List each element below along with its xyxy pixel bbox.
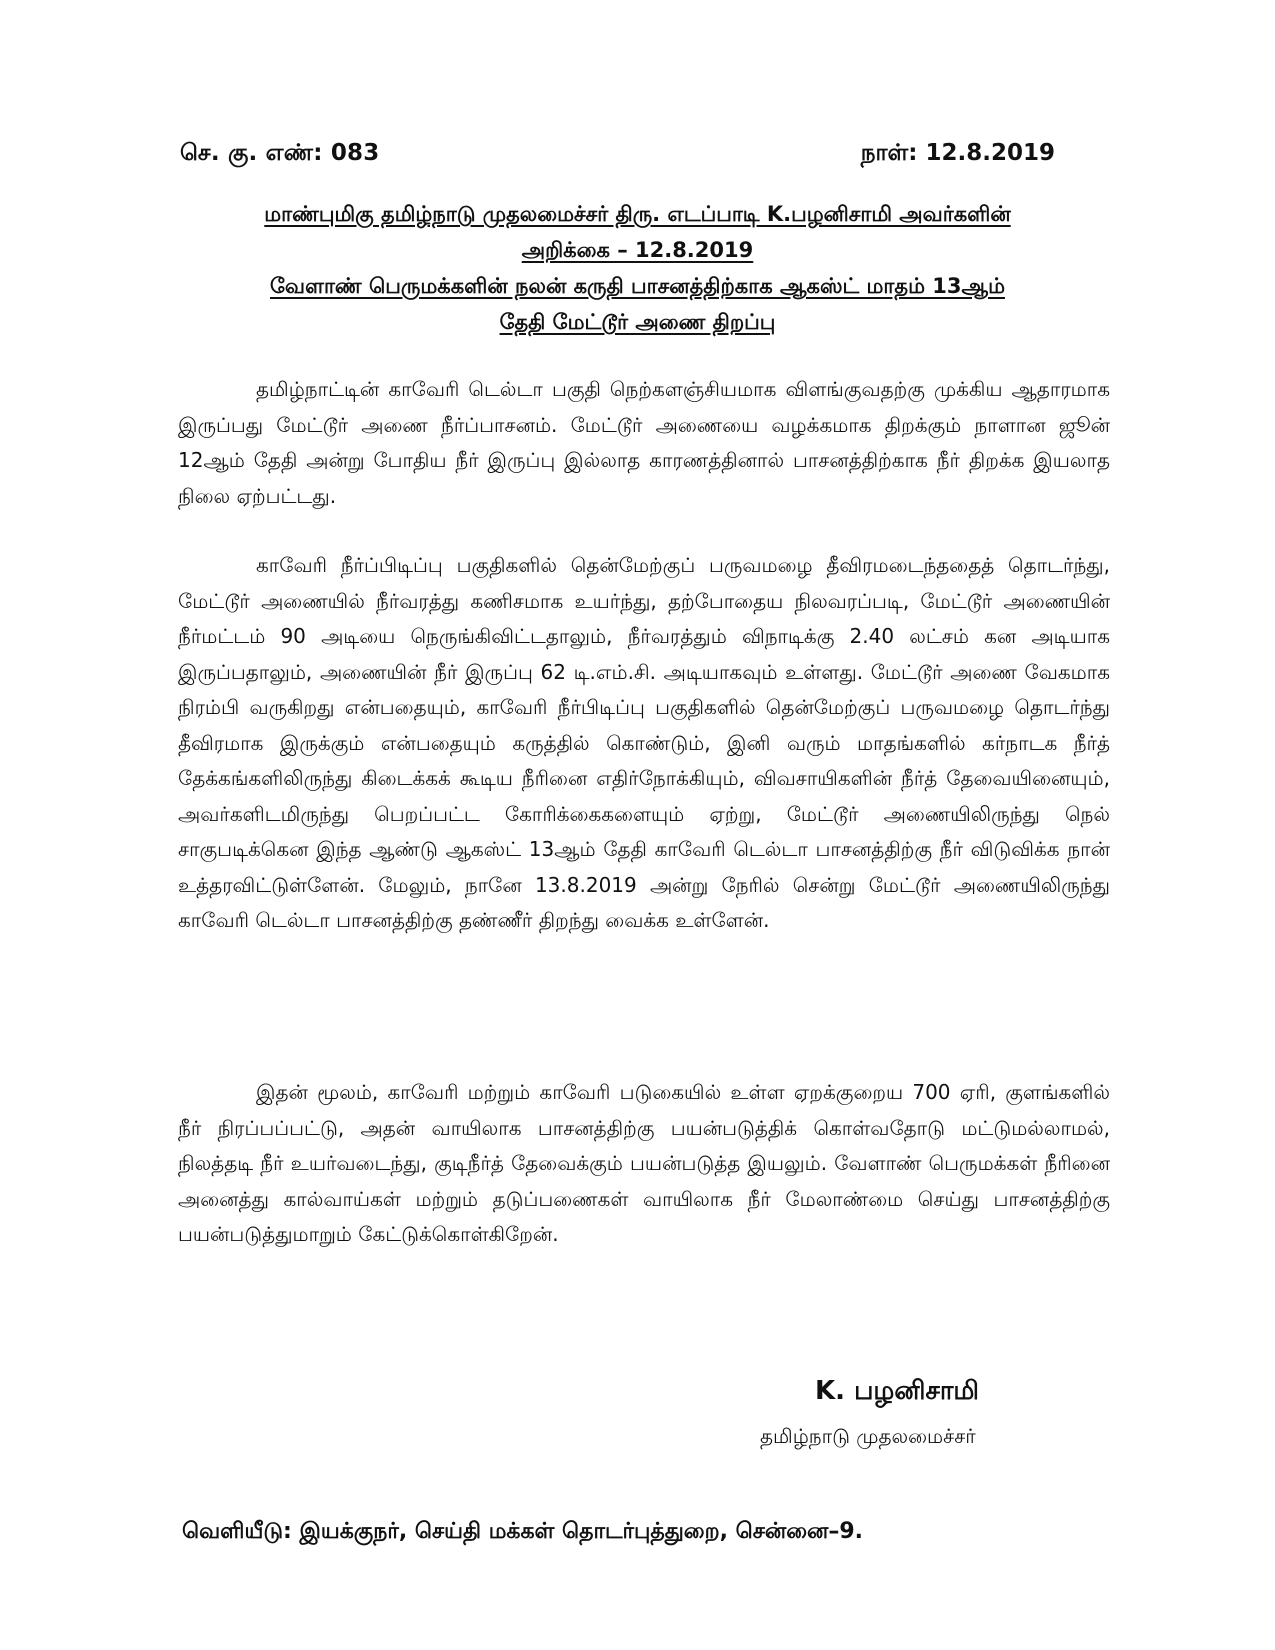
document-title [150, 196, 1125, 340]
paragraph-3: இதன் மூலம், காவேரி மற்றும் காவேரி படுகையில் உள்ள ஏறக்குறைய 700 ஏரி, குளங்களில் நீர் நிரப்பப்பட்டு, அதன் வாயிலாக பாசனத்திற்கு பயன்படுத்திக் கொள்வதோடு மட்டுமல்லாமல், நிலத்தடி நீர் உயர்வடைந்து, குடிநீர்த் தேவைக்கும் பயன்படுத்த இயலும். வேளாண் பெருமக்கள் நீரினை அனைத்து கால்வாய்கள் மற்றும் தடுப்பணைகள் வாயிலாக நீர் மேலாண்மை செய்து பாசனத்திற்கு பயன்படுத்துமாறும் கேட்டுக்கொள்கிறேன். [178, 1080, 1110, 1246]
release-footer: வெளியீடு: இயக்குநர், செய்தி மக்கள் தொடர்புத்துறை, சென்னை–9. [182, 1519, 864, 1544]
reference-number: செ. கு. எண்: 083 [180, 140, 380, 166]
paragraph-2: காவேரி நீர்ப்பிடிப்பு பகுதிகளில் தென்மேற்குப் பருவமழை தீவிரமடைந்ததைத் தொடர்ந்து, மேட்டூர் அணையில் நீர்வரத்து கணிசமாக உயர்ந்து, தற்போதைய நிலவரப்படி, மேட்டூர் அணையின் நீர்மட்டம் 90 அடியை நெருங்கிவிட்டதாலும், நீர்வரத்தும் விநாடிக்கு 2.40 லட்சம் கன அடியாக இருப்பதாலும், அணையின் நீர் இருப்பு 62 டி.எம்.சி. அடியாகவும் உள்ளது. மேட்டூர் அணை வேகமாக நிரம்பி வருகிறது என்பதையும், காவேரி நீர்பிடிப்பு பகுதிகளில் தென்மேற்குப் பருவமழை தொடர்ந்து தீவிரமாக இருக்கும் என்பதையும் கருத்தில் கொண்டும், இனி வரும் மாதங்களில் கர்நாடக நீர்த் தேக்கங்களிலிருந்து கிடைக்கக் கூடிய நீரினை எதிர்நோக்கியும், விவசாயிகளின் நீர்த் தேவையினையும், அவர்களிடமிருந்து பெறப்பட்ட கோரிக்கைகளையும் ஏற்று, மேட்டூர் அணையிலிருந்து நெல் சாகுபடிக்கென இந்த ஆண்டு ஆகஸ்ட் 13ஆம் தேதி காவேரி டெல்டா பாசனத்திற்கு நீர் விடுவிக்க நான் உத்தரவிட்டுள்ளேன். மேலும், நானே 13.8.2019 அன்று நேரில் சென்று மேட்டூர் அணையிலிருந்து காவேரி டெல்டா பாசனத்திற்கு தண்ணீர் திறந்து வைக்க உள்ளேன். [178, 553, 1110, 932]
title-line-2: அறிக்கை – 12.8.2019 [521, 238, 754, 262]
title-line-3: வேளாண் பெருமக்களின் நலன் கருதி பாசனத்திற்காக ஆகஸ்ட் மாதம் 13ஆம் [270, 274, 1005, 298]
signatory-name: K. பழனிசாமி [815, 1376, 980, 1406]
release-date: நாள்: 12.8.2019 [860, 140, 1055, 166]
paragraph-1: தமிழ்நாட்டின் காவேரி டெல்டா பகுதி நெற்களஞ்சியமாக விளங்குவதற்கு முக்கிய ஆதாரமாக இருப்பது மேட்டூர் அணை நீர்ப்பாசனம். மேட்டூர் அணையை வழக்கமாக திறக்கும் நாளான ஜூன் 12ஆம் தேதி அன்று போதிய நீர் இருப்பு இல்லாத காரணத்தினால் பாசனத்திற்காக நீர் திறக்க இயலாத நிலை ஏற்பட்டது. [178, 377, 1110, 508]
title-line-1: மாண்புமிகு தமிழ்நாடு முதலமைச்சர் திரு. எடப்பாடி K.பழனிசாமி அவர்களின் [264, 202, 1011, 226]
title-line-4: தேதி மேட்டூர் அணை திறப்பு [499, 310, 776, 334]
signatory-designation: தமிழ்நாடு முதலமைச்சர் [760, 1424, 976, 1448]
